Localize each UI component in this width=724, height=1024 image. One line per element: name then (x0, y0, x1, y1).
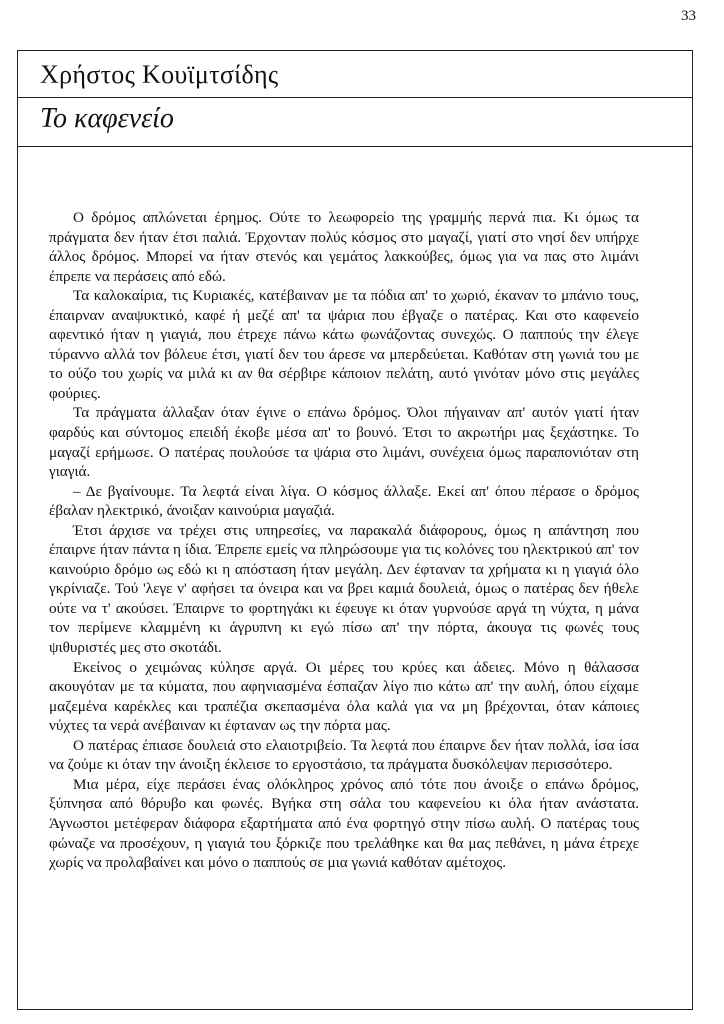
paragraph: Έτσι άρχισε να τρέχει στις υπηρεσίες, να παρακαλά διάφορους, όμως η απάντηση που έπαιρνε ήταν πάντα η ίδια. Έπρεπε εμείς να πληρώσουμε για τις κολόνες του ηλεκτρικού απ' τον καινούριο δρόμο ως εδώ κι η απόσταση ήταν μεγάλη. Δεν έφταναν τα χρήματα κι η γιαγιά όλο γκρίνιαζε. Τού 'λεγε ν' αφήσει τα όνειρα και να βρει καμιά δουλειά, όμως ο πατέρας δεν ήθελε ούτε να τ' ακούσει. Έπαιρνε το φορτηγάκι κι έφευγε κι όταν γυρνούσε αργά τη νύχτα, η μάνα τον περίμενε κλαμμένη κι άγρυπνη κι εγώ πίσω απ' την πόρτα, άκουγα τις φωνές τους ψιθυριστές μες στο σκοτάδι. (49, 521, 639, 657)
paragraph: Μια μέρα, είχε περάσει ένας ολόκληρος χρόνος από τότε που άνοιξε ο επάνω δρόμος, ξύπνησα από θόρυβο και φωνές. Βγήκα στη σάλα του καφενείου κι όλα ήταν ανάστατα. Άγνωστοι μετέφεραν διάφορα εξαρτήματα από ένα φορτηγό στην πίσω αυλή. Ο πατέρας τους φώναζε να προσέχουν, η γιαγιά του ξόρκιζε που τρελάθηκε και θα μας πεθάνει, η μάνα έτρεχε χωρίς να προλαβαίνει και μόνο ο παππούς σε μια γωνιά καθόταν αμέτοχος. (49, 775, 639, 872)
paragraph: Εκείνος ο χειμώνας κύλησε αργά. Οι μέρες του κρύες και άδειες. Μόνο η θάλασσα ακουγόταν με τα κύματα, που αφηνιασμένα έσπαζαν λίγο πιο κάτω απ' την αυλή, όπου είχαμε μαζεμένα καρέκλες και τραπέζια σκεπασμένα όλα καλά για να μη βρέχονται, όταν κάποιες νύχτες τα νερά ανέβαιναν κι έφταναν ως την πόρτα μας. (49, 658, 639, 735)
author-name: Χρήστος Κουϊμτσίδης (18, 51, 692, 98)
paragraph: – Δε βγαίνουμε. Τα λεφτά είναι λίγα. Ο κόσμος άλλαξε. Εκεί απ' όπου πέρασε ο δρόμος έβαλαν ηλεκτρικό, άνοιξαν καινούρια μαγαζιά. (49, 482, 639, 520)
paragraph: Ο δρόμος απλώνεται έρημος. Ούτε το λεωφορείο της γραμμής περνά πια. Κι όμως τα πράγματα δεν ήταν έτσι παλιά. Έρχονταν πολύς κόσμος στο μαγαζί, γιατί στο νησί δεν υπήρχε άλλος δρόμος. Μπορεί να ήταν στενός και γεμάτος λακκούβες, όμως για να πας στο λιμάνι έπρεπε να περάσεις από εδώ. (49, 209, 639, 285)
story-title: Το καφενείο (40, 103, 174, 134)
paragraph: Τα καλοκαίρια, τις Κυριακές, κατέβαιναν με τα πόδια απ' το χωριό, έκαναν το μπάνιο τους, έπαιρναν αναψυκτικό, καφέ ή μεζέ απ' τα ψάρια που έβγαζε ο πατέρας. Και στο καφενείο αφεντικό ήταν η γιαγιά, που έτρεχε πάνω κάτω φωνάζοντας συνεχώς. Ο παππούς την έλεγε τύραννο αλλά τον βόλευε έτσι, γιατί δεν του άρεσε να μπερδεύεται. Καθόταν στη γωνιά του με το ούζο του χωρίς να μιλά κι αν θα σέρβιρε κάποιον πελάτη, αυτό γινόταν μόνο στις μεγάλες φούριες. (49, 287, 639, 402)
story-text (49, 208, 639, 873)
paragraph: Ο πατέρας έπιασε δουλειά στο ελαιοτριβείο. Τα λεφτά που έπαιρνε δεν ήταν πολλά, ίσα ίσα να ζούμε κι όταν την άνοιξη έκλεισε το εργοστάσιο, τα πράγματα δυσκόλεψαν περισσότερο. (49, 736, 639, 774)
header-box (18, 51, 692, 147)
page-number: 33 (681, 8, 696, 24)
paragraph: Τα πράγματα άλλαξαν όταν έγινε ο επάνω δρόμος. Όλοι πήγαιναν απ' αυτόν γιατί ήταν φαρδύς και σύντομος επειδή έκοβε μέσα απ' το βουνό. Έτσι το ακρωτήρι μας ξεχάστηκε. Το μαγαζί ερήμωσε. Ο πατέρας πουλούσε τα ψάρια στο λιμάνι, συνέχεια όμως παραπονιόταν στη γιαγιά. (49, 404, 639, 481)
